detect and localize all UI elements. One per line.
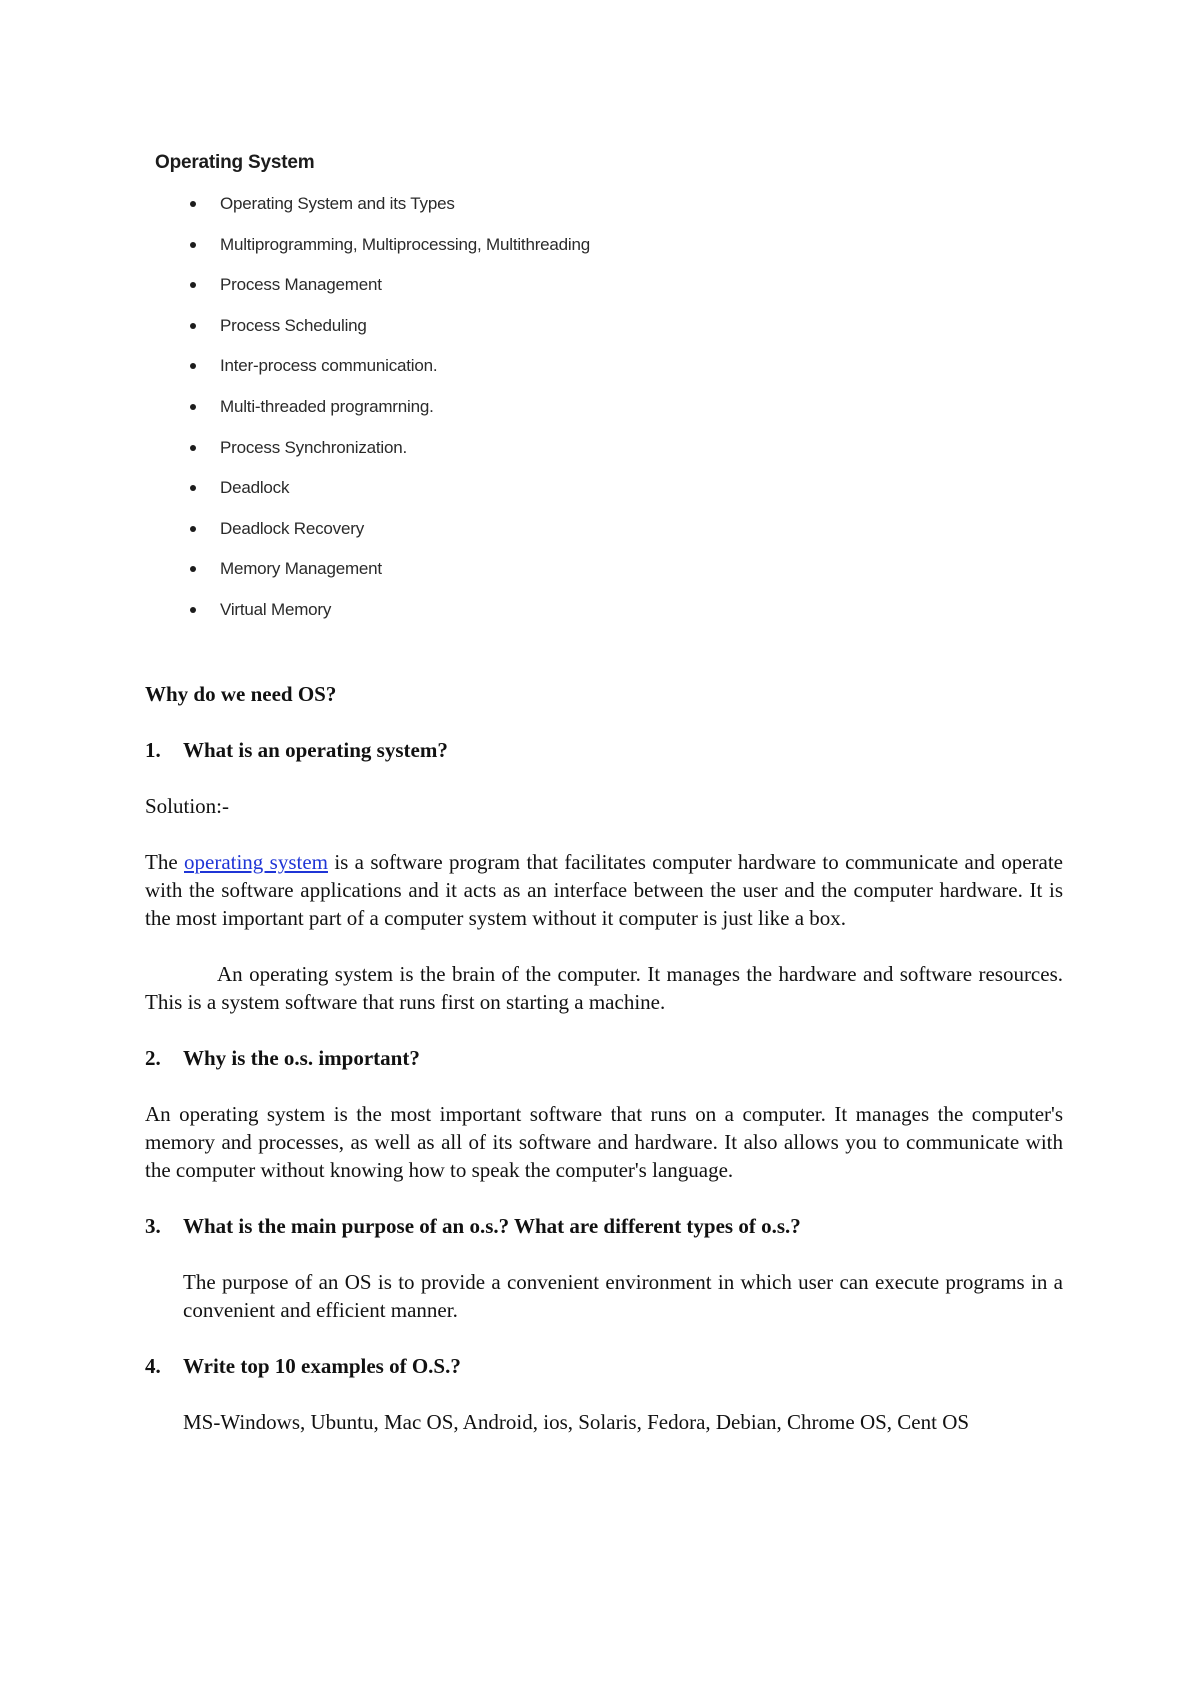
answer-paragraph — [145, 848, 1063, 932]
answer-paragraph-2: An operating system is the brain of the computer. It manages the hardware and software resources. This is a system software that runs first on starting a machine. — [145, 962, 1063, 1014]
list-item-label: Multi-threaded programrning. — [220, 396, 434, 416]
question-text: What is an operating system? — [183, 738, 448, 762]
bullet-icon — [190, 282, 196, 288]
operating-system-link[interactable]: operating system — [184, 850, 328, 874]
question-number: 3. — [145, 1214, 161, 1238]
list-item-label: Operating System and its Types — [220, 194, 455, 213]
list-item-label: Inter-process communication. — [220, 356, 438, 376]
bullet-icon — [190, 607, 196, 613]
solution-label: Solution:- — [145, 794, 230, 818]
bullet-icon — [190, 485, 196, 491]
list-item — [190, 235, 590, 276]
answer-text-start: The — [145, 850, 184, 874]
list-item — [190, 519, 590, 560]
question-1 — [145, 736, 1063, 764]
answer-text-rest: is a software program that facilitates computer hardware to communicate and operate with the software applications and it acts as an interface between the user and the computer hardware. It is the most important part of a computer system without it computer is just like a box. — [145, 850, 1063, 930]
question-2 — [145, 1044, 1063, 1072]
bullet-icon — [190, 363, 196, 369]
list-item — [190, 194, 590, 235]
list-item-label: Memory Management — [220, 559, 382, 579]
answer-paragraph: The purpose of an OS is to provide a convenient environment in which user can execute programs in a convenient and efficient manner. — [183, 1270, 1063, 1322]
list-item-label: Process Synchronization. — [220, 437, 408, 457]
topics-list — [190, 194, 590, 641]
question-number: 4. — [145, 1354, 161, 1378]
list-item — [190, 275, 590, 316]
list-item — [190, 559, 590, 600]
answer-paragraph: MS-Windows, Ubuntu, Mac OS, Android, ios, Solaris, Fedora, Debian, Chrome OS, Cent OS — [183, 1410, 970, 1434]
list-item-label: Deadlock — [220, 478, 290, 498]
list-item — [190, 438, 590, 479]
list-item-label: Multiprogramming, Multiprocessing, Multithreading — [220, 234, 591, 254]
question-number: 1. — [145, 738, 161, 762]
topics-title: Operating System — [155, 152, 315, 173]
list-item — [190, 600, 590, 641]
bullet-icon — [190, 566, 196, 572]
list-item-label: Deadlock Recovery — [220, 518, 364, 538]
document-body — [145, 680, 1063, 1464]
list-item-label: Process Scheduling — [220, 315, 367, 335]
question-text: Write top 10 examples of O.S.? — [183, 1354, 461, 1378]
bullet-icon — [190, 201, 196, 207]
answer-paragraph: An operating system is the most important software that runs on a computer. It manages the computer's memory and processes, as well as all of its software and hardware. It also allows you to communicate with the computer without knowing how to speak the computer's language. — [145, 1102, 1063, 1182]
question-4 — [145, 1352, 1063, 1380]
bullet-icon — [190, 445, 196, 451]
bullet-icon — [190, 242, 196, 248]
question-number: 2. — [145, 1046, 161, 1070]
list-item — [190, 397, 590, 438]
list-item-label: Virtual Memory — [220, 599, 332, 619]
list-item — [190, 356, 590, 397]
bullet-icon — [190, 526, 196, 532]
list-item — [190, 478, 590, 519]
question-text: What is the main purpose of an o.s.? What are different types of o.s.? — [183, 1214, 801, 1238]
bullet-icon — [190, 323, 196, 329]
list-item — [190, 316, 590, 357]
section-heading: Why do we need OS? — [145, 682, 337, 706]
bullet-icon — [190, 404, 196, 410]
question-text: Why is the o.s. important? — [183, 1046, 420, 1070]
list-item-label: Process Management — [220, 275, 382, 295]
question-3 — [145, 1212, 1063, 1240]
